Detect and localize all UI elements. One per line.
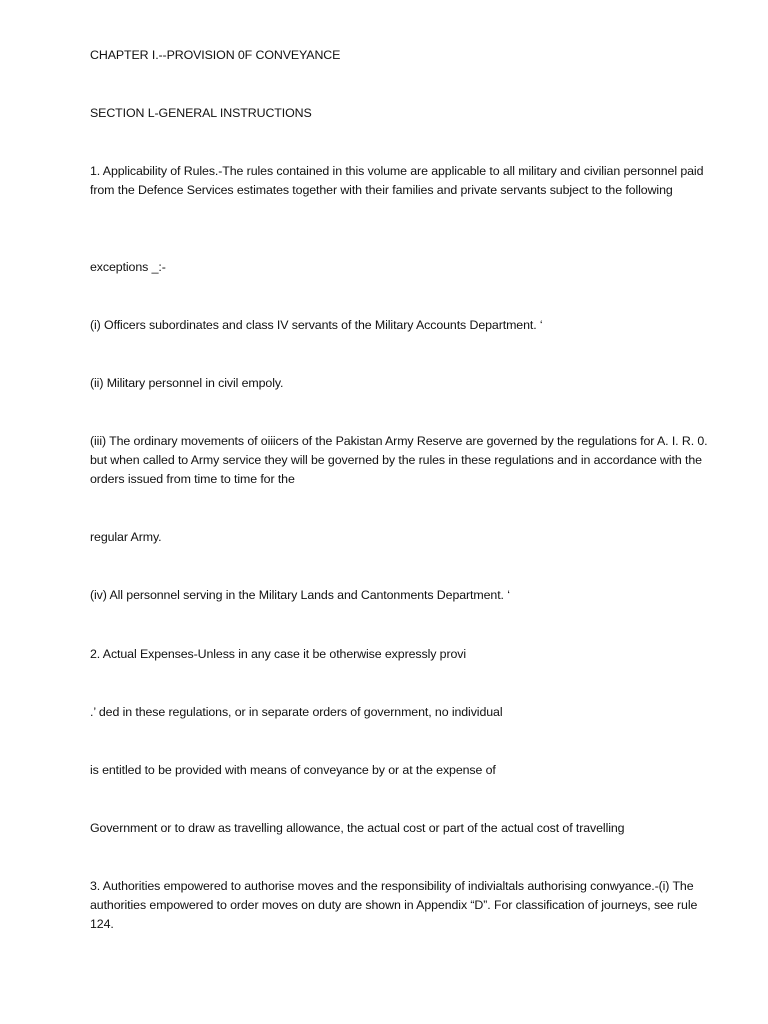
paragraph-rule-2: 2. Actual Expenses-Unless in any case it be otherwise expressly provi bbox=[90, 647, 467, 661]
paragraph-exception-ii: (ii) Military personnel in civil empoly. bbox=[90, 376, 284, 390]
paragraph-rule-2-cont-3: Government or to draw as travelling allowance, the actual cost or part of the actual cost of travelling bbox=[90, 821, 625, 835]
paragraph-exception-iii: (iii) The ordinary movements of oiiicers of the Pakistan Army Reserve are governed by the regulations for A. I. R. 0. but when called to Army service they will be governed by the rules in these regulations and in accordance with the orders issued from time to time for the bbox=[90, 434, 708, 486]
paragraph-exception-i: (i) Officers subordinates and class IV servants of the Military Accounts Department. ‘ bbox=[90, 318, 543, 332]
paragraph-exceptions: exceptions _:- bbox=[90, 260, 166, 274]
chapter-heading: CHAPTER I.--PROVISION 0F CONVEYANCE bbox=[90, 48, 341, 62]
paragraph-exception-iv: (iv) All personnel serving in the Military Lands and Cantonments Department. ‘ bbox=[90, 588, 510, 602]
paragraph-regular-army: regular Army. bbox=[90, 530, 162, 544]
paragraph-rule-2-cont-1: .’ ded in these regulations, or in separate orders of government, no individual bbox=[90, 705, 503, 719]
paragraph-rule-2-cont-2: is entitled to be provided with means of conveyance by or at the expense of bbox=[90, 763, 496, 777]
paragraph-rule-3: 3. Authorities empowered to authorise moves and the responsibility of indivialtals authorising conwyance.-(i) The authorities empowered to order moves on duty are shown in Appendix “D”. For classification of journeys, see rule 124. bbox=[90, 879, 698, 931]
paragraph-rule-1: 1. Applicability of Rules.-The rules contained in this volume are applicable to all military and civilian personnel paid from the Defence Services estimates together with their families and private servants subject to the following bbox=[90, 164, 704, 197]
section-heading: SECTION L-GENERAL INSTRUCTIONS bbox=[90, 106, 312, 120]
